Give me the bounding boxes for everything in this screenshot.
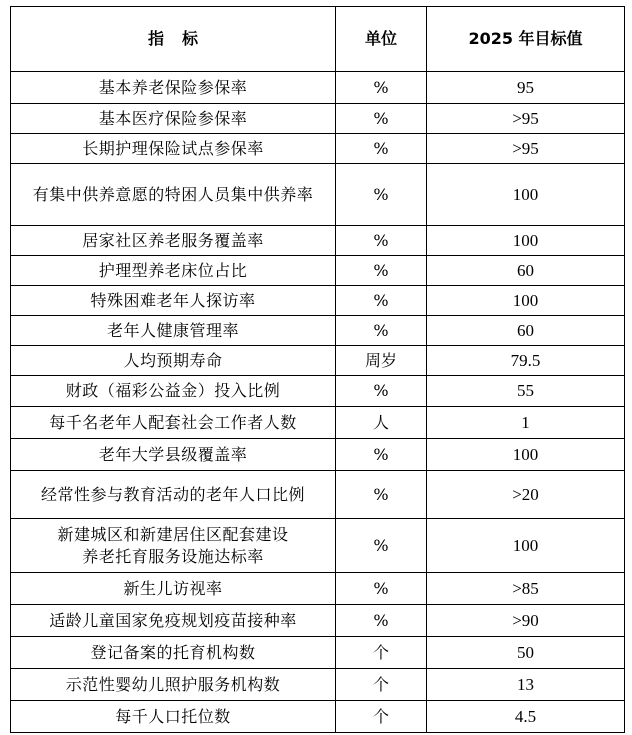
table-row [11, 471, 625, 519]
unit-cell: % [336, 286, 427, 316]
header-unit: 单位 [336, 7, 427, 72]
indicator-cell: 登记备案的托育机构数 [11, 637, 336, 669]
target-cell: >90 [427, 605, 625, 637]
indicator-table [10, 6, 625, 733]
table-row [11, 573, 625, 605]
indicator-cell: 每千名老年人配套社会工作者人数 [11, 407, 336, 439]
unit-cell: % [336, 376, 427, 407]
table-row [11, 376, 625, 407]
table-row [11, 226, 625, 256]
table-row [11, 439, 625, 471]
target-cell: 100 [427, 519, 625, 573]
table-row [11, 407, 625, 439]
target-cell: 100 [427, 164, 625, 226]
unit-cell: % [336, 471, 427, 519]
unit-cell: % [336, 134, 427, 164]
unit-cell: 周岁 [336, 346, 427, 376]
unit-cell: % [336, 164, 427, 226]
indicator-cell: 基本养老保险参保率 [11, 72, 336, 104]
unit-cell: % [336, 439, 427, 471]
indicator-cell [11, 519, 336, 573]
indicator-cell: 示范性婴幼儿照护服务机构数 [11, 669, 336, 701]
table-row [11, 605, 625, 637]
target-cell: 13 [427, 669, 625, 701]
unit-cell: % [336, 226, 427, 256]
table-row [11, 286, 625, 316]
indicator-cell: 经常性参与教育活动的老年人口比例 [11, 471, 336, 519]
unit-cell: % [336, 104, 427, 134]
indicator-cell: 人均预期寿命 [11, 346, 336, 376]
target-cell: >20 [427, 471, 625, 519]
indicator-cell: 基本医疗保险参保率 [11, 104, 336, 134]
table-row [11, 701, 625, 733]
unit-cell: 个 [336, 669, 427, 701]
indicator-cell: 老年大学县级覆盖率 [11, 439, 336, 471]
indicator-cell: 适龄儿童国家免疫规划疫苗接种率 [11, 605, 336, 637]
unit-cell: % [336, 316, 427, 346]
target-cell: 100 [427, 286, 625, 316]
target-cell: 100 [427, 226, 625, 256]
indicator-cell: 新生儿访视率 [11, 573, 336, 605]
target-cell: >95 [427, 134, 625, 164]
indicator-cell: 特殊困难老年人探访率 [11, 286, 336, 316]
unit-cell: 人 [336, 407, 427, 439]
table-row [11, 346, 625, 376]
target-cell: >95 [427, 104, 625, 134]
table-row [11, 256, 625, 286]
table-row [11, 72, 625, 104]
unit-cell: 个 [336, 701, 427, 733]
table-row [11, 134, 625, 164]
indicator-line: 新建城区和新建居住区配套建设 [57, 524, 289, 544]
indicator-cell: 财政（福彩公益金）投入比例 [11, 376, 336, 407]
target-cell: 4.5 [427, 701, 625, 733]
table-row [11, 104, 625, 134]
indicator-cell: 有集中供养意愿的特困人员集中供养率 [11, 164, 336, 226]
indicator-line: 养老托育服务设施达标率 [82, 546, 264, 566]
header-indicator-char2: 标 [182, 29, 199, 48]
target-cell: 55 [427, 376, 625, 407]
unit-cell: % [336, 573, 427, 605]
indicator-cell: 居家社区养老服务覆盖率 [11, 226, 336, 256]
unit-cell: % [336, 605, 427, 637]
header-indicator [11, 7, 336, 72]
header-target: 2025 年目标值 [427, 7, 625, 72]
target-cell: 60 [427, 316, 625, 346]
indicator-cell: 老年人健康管理率 [11, 316, 336, 346]
target-cell: 79.5 [427, 346, 625, 376]
header-indicator-char1: 指 [147, 29, 164, 48]
indicator-cell: 每千人口托位数 [11, 701, 336, 733]
target-cell: 100 [427, 439, 625, 471]
table-row [11, 164, 625, 226]
table-row [11, 669, 625, 701]
unit-cell: % [336, 519, 427, 573]
unit-cell: 个 [336, 637, 427, 669]
table-row [11, 519, 625, 573]
unit-cell: % [336, 72, 427, 104]
table-row [11, 316, 625, 346]
target-cell: 95 [427, 72, 625, 104]
indicator-cell: 护理型养老床位占比 [11, 256, 336, 286]
target-cell: 1 [427, 407, 625, 439]
unit-cell: % [336, 256, 427, 286]
indicator-cell: 长期护理保险试点参保率 [11, 134, 336, 164]
header-row [11, 7, 625, 72]
target-cell: 60 [427, 256, 625, 286]
target-cell: >85 [427, 573, 625, 605]
target-cell: 50 [427, 637, 625, 669]
table-row [11, 637, 625, 669]
